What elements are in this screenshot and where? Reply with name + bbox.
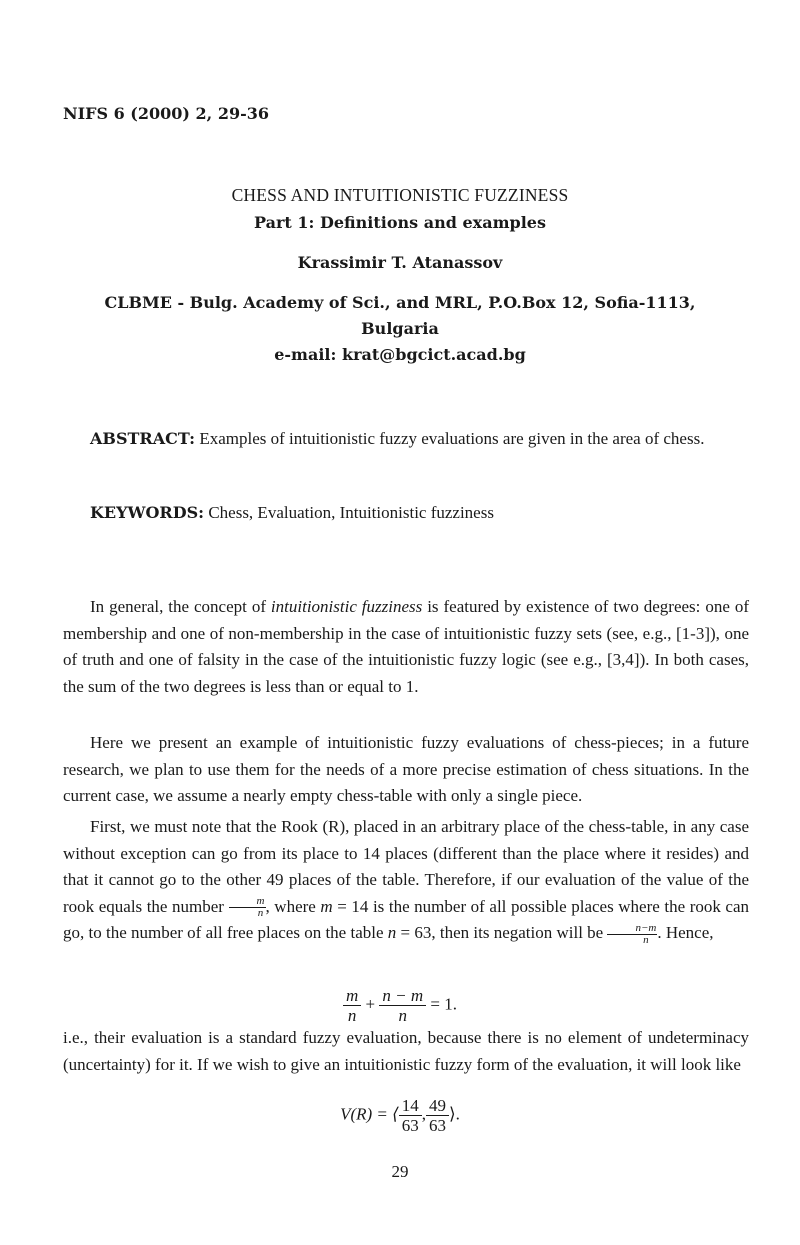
fraction-denominator: n — [643, 933, 649, 946]
fraction-denominator: n — [398, 1006, 408, 1025]
fraction-numerator: 14 — [399, 1096, 422, 1116]
page-number: 29 — [391, 1162, 409, 1181]
paper-subtitle: Part 1: Definitions and examples — [254, 213, 546, 232]
author-email: e-mail: krat@bgcict.acad.bg — [274, 345, 526, 364]
fraction-numerator: n − m — [379, 986, 426, 1006]
paper-title: CHESS AND INTUITIONISTIC FUZZINESS — [231, 185, 569, 205]
body-text: In general, the concept of — [90, 597, 271, 616]
equation-fraction — [426, 1096, 449, 1135]
equation-lhs: V(R) = ⟨ — [340, 1104, 399, 1124]
body-text: , where — [265, 896, 321, 916]
body-text: First, we must note that the Rook (R), placed in an arbitrary place of the chess-table, in any case without exception can go from its place to 14 places (different than the place where it resides) and that it cannot go to the other 49 places of the table. Therefore, if our evaluation of the value of the rook equals the number — [63, 817, 749, 916]
equation-fraction — [343, 986, 361, 1025]
equation-fraction — [399, 1096, 422, 1135]
inline-fraction-m-over-n — [229, 896, 266, 919]
equation-rook-evaluation — [0, 1096, 800, 1135]
fraction-numerator: 49 — [426, 1096, 449, 1116]
body-paragraph-4: i.e., their evaluation is a standard fuzzy evaluation, because there is no element of undeterminacy (uncertainty) for it. If we wish to give an intuitionistic fuzzy form of the evaluation, it will look like — [63, 1028, 749, 1074]
fraction-denominator: 63 — [401, 1116, 419, 1135]
body-paragraph-3 — [63, 814, 749, 947]
body-text: = 63, then its negation will be — [396, 923, 608, 942]
inline-fraction-negation — [607, 923, 657, 946]
journal-reference: NIFS 6 (2000) 2, 29-36 — [63, 104, 269, 123]
keywords — [63, 500, 749, 527]
fraction-denominator: n — [347, 1006, 357, 1025]
abstract-label: ABSTRACT: — [90, 429, 196, 448]
body-text: . Hence, — [657, 923, 714, 942]
body-paragraph-2: Here we present an example of intuitionistic fuzzy evaluations of chess-pieces; in a future research, we plan to use them for the needs of a more precise estimation of chess situations. In the current case, we assume a nearly empty chess-table with only a single piece. — [63, 733, 749, 805]
abstract-text: Examples of intuitionistic fuzzy evaluations are given in the area of chess. — [195, 429, 705, 448]
keywords-text: Chess, Evaluation, Intuitionistic fuzziness — [204, 503, 494, 522]
body-text: is featured by existence of two degrees: one of membership and one of non-membership in the case of intuitionistic fuzzy sets (see, e.g., [1-3]), one of truth and one of falsity in the case of the intuitionistic fuzzy logic (see e.g., [3,4]). In both cases, the sum of the two degrees is less than or equal to 1. — [63, 597, 749, 696]
fraction-denominator: n — [257, 907, 264, 920]
abstract — [63, 426, 749, 453]
emphasis-term: intuitionistic fuzziness — [270, 597, 423, 616]
body-paragraph-1 — [63, 594, 749, 700]
equation-rhs: ⟩. — [449, 1104, 460, 1124]
author-name: Krassimir T. Atanassov — [297, 253, 503, 272]
equation-sum — [0, 986, 800, 1025]
fraction-numerator: n−m — [607, 923, 657, 935]
keywords-label: KEYWORDS: — [90, 503, 205, 522]
affiliation-line-2: Bulgaria — [361, 319, 439, 338]
math-variable: n — [387, 923, 397, 942]
equation-operator: + — [361, 994, 380, 1014]
fraction-denominator: 63 — [429, 1116, 447, 1135]
equation-comma: , — [421, 1104, 427, 1124]
body-text: = 14 is the number of all possible places where the rook can go, to the number of all free places on the table — [63, 896, 750, 942]
equation-fraction — [379, 986, 426, 1025]
fraction-numerator: m — [229, 896, 266, 908]
math-variable: m — [320, 896, 333, 916]
equation-rhs: = 1. — [426, 994, 457, 1014]
affiliation-line-1: CLBME - Bulg. Academy of Sci., and MRL, P.O.Box 12, Sofia-1113, — [104, 293, 696, 312]
fraction-numerator: m — [343, 986, 361, 1006]
